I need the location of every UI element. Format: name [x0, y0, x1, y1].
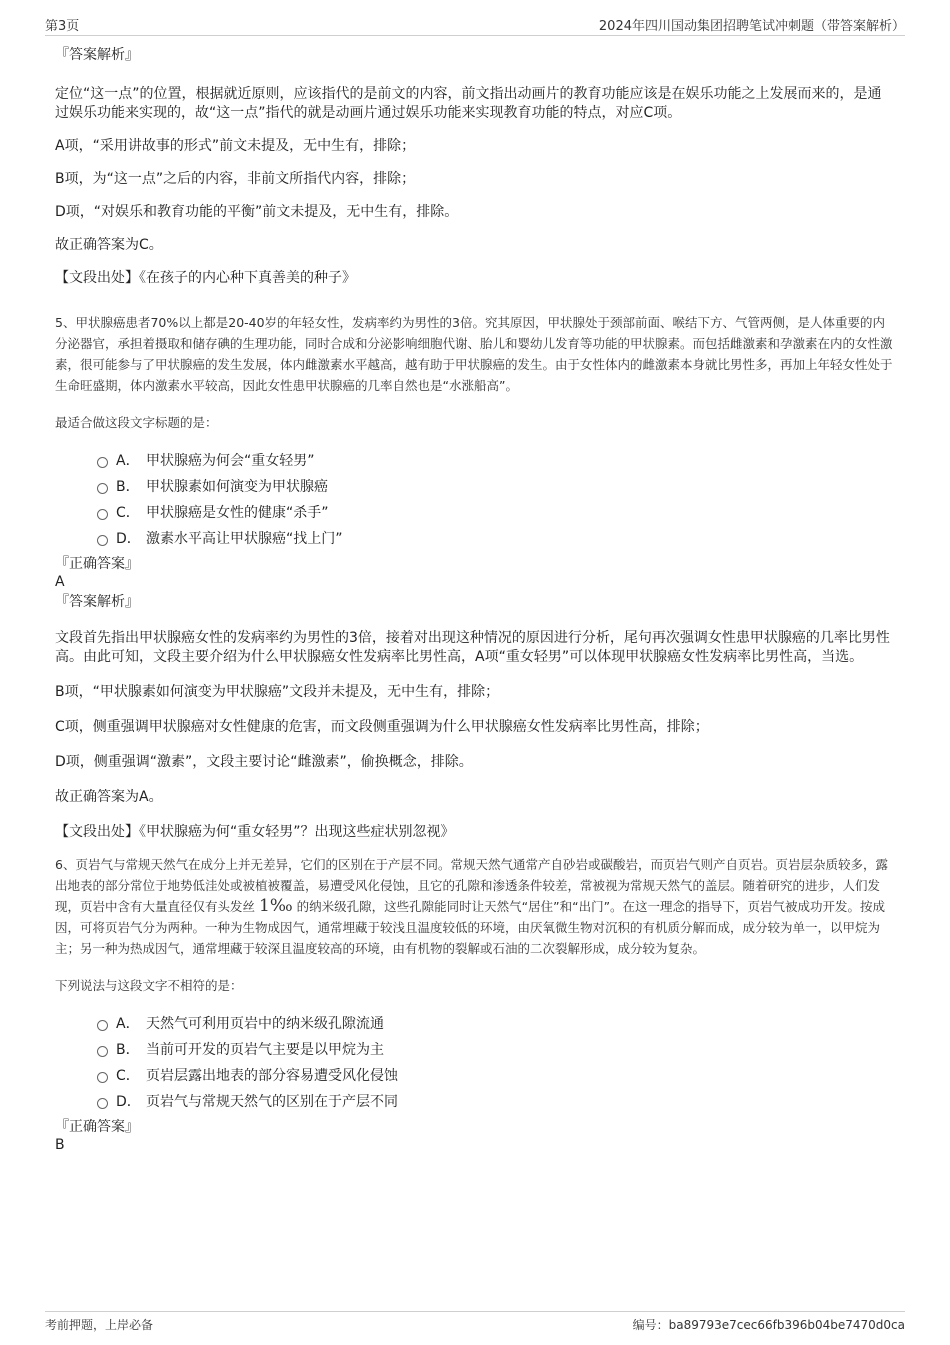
q5-analysis: 文段首先指出甲状腺癌女性的发病率约为男性的3倍，接着对出现这种情况的原因进行分析，尾句再次强调女性患甲状腺癌的几率比男性高。由此可知，文段主要介绍为什么甲状腺癌女性发病率比男性高，A项“重女轻男”可以体现甲状腺癌女性发病率比男性高，当选。 — [55, 630, 890, 665]
option-text: 甲状腺素如何演变为甲状腺癌 — [146, 479, 328, 495]
option-text: 当前可开发的页岩气主要是以甲烷为主 — [146, 1042, 384, 1058]
q5-answer-label: 『正确答案』 — [55, 556, 139, 572]
q6-answer: B — [55, 1137, 65, 1153]
option-letter: A． — [116, 453, 140, 469]
option-letter: D． — [116, 1094, 141, 1110]
q4-option-d-analysis: D项，“对娱乐和教育功能的平衡”前文未提及，无中生有，排除。 — [55, 204, 459, 220]
q6-passage-part2: 的纳米级孔隙，这些孔隙能同时让天然气“居住”和“出门”。在这一理念的指导下，页岩气被成功开发。按成因，可将页岩气分为两种。一种为生物成因气，通常埋藏于较浅且温度较低的环境，由厌氧微生物对沉积的有机质分解而成，成分较为单一，以甲烷为主；另一种为热成因气，通常埋藏于较深且温度较高的环境，由有机物的裂解或石油的二次裂解形成，成分较为复杂。 — [55, 899, 886, 956]
q5-conclusion: 故正确答案为A。 — [55, 789, 163, 805]
q5-source: 【文段出处】《甲状腺癌为何“重女轻男”？出现这些症状别忽视》 — [55, 824, 455, 840]
q5-option-c-analysis: C项，侧重强调甲状腺癌对女性健康的危害，而文段侧重强调为什么甲状腺癌女性发病率比男性高，排除； — [55, 719, 709, 735]
option-letter: A． — [116, 1016, 140, 1032]
option-text: 甲状腺癌是女性的健康“杀手” — [146, 505, 329, 521]
q6-option-d[interactable] — [97, 1088, 895, 1114]
q5-option-b[interactable] — [97, 473, 895, 499]
q6-option-a[interactable] — [97, 1010, 895, 1036]
q6-passage — [55, 854, 895, 959]
q6-answer-label: 『正确答案』 — [55, 1119, 139, 1135]
option-text: 页岩气与常规天然气的区别在于产层不同 — [146, 1094, 398, 1110]
q5-option-c[interactable] — [97, 499, 895, 525]
q5-analysis-label: 『答案解析』 — [55, 594, 139, 610]
page-footer — [45, 1311, 905, 1336]
option-text: 天然气可利用页岩中的纳米级孔隙流通 — [146, 1016, 384, 1032]
radio-icon[interactable] — [97, 457, 108, 468]
q5-passage: 5、甲状腺癌患者70%以上都是20-40岁的年轻女性，发病率约为男性的3倍。究其原因，甲状腺处于颈部前面、喉结下方、气管两侧，是人体重要的内分泌器官，承担着摄取和储存碘的生理功能，同时合成和分泌影响细胞代谢、胎儿和婴幼儿发育等功能的甲状腺素。而包括雌激素和孕激素在内的女性激素，很可能参与了甲状腺癌的发生发展，体内雌激素水平越高，越有助于甲状腺癌的发生。由于女性体内的雌激素本身就比男性多，再加上年轻女性处于生命旺盛期，体内激素水平较高，因此女性患甲状腺癌的几率自然也是“水涨船高”。 — [55, 315, 893, 393]
radio-icon[interactable] — [97, 483, 108, 494]
radio-icon[interactable] — [97, 1020, 108, 1031]
radio-icon[interactable] — [97, 509, 108, 520]
footer-slogan: 考前押题，上岸必备 — [45, 1318, 154, 1332]
page-header — [45, 13, 905, 36]
q5-option-d[interactable] — [97, 525, 895, 551]
page-number: 第3页 — [45, 19, 80, 34]
q4-option-b-analysis: B项，为“这一点”之后的内容，非前文所指代内容，排除； — [55, 171, 416, 187]
option-letter: D． — [116, 531, 141, 547]
q4-analysis: 定位“这一点”的位置，根据就近原则，应该指代的是前文的内容，前文指出动画片的教育功能应该是在娱乐功能之上发展而来的，是通过娱乐功能来实现的，故“这一点”指代的就是动画片通过娱乐功能来实现教育功能的特点，对应C项。 — [55, 86, 882, 121]
option-text: 激素水平高让甲状腺癌“找上门” — [146, 531, 343, 547]
option-text: 甲状腺癌为何会“重女轻男” — [146, 453, 315, 469]
q6-permil-symbol: 1‰ — [259, 896, 293, 916]
q5-option-d-analysis: D项，侧重强调“激素”，文段主要讨论“雌激素”，偷换概念，排除。 — [55, 754, 473, 770]
option-text: 页岩层露出地表的部分容易遭受风化侵蚀 — [146, 1068, 398, 1084]
q5-option-b-analysis: B项，“甲状腺素如何演变为甲状腺癌”文段并未提及，无中生有，排除； — [55, 684, 500, 700]
q5-answer: A — [55, 574, 65, 590]
q6-question: 下列说法与这段文字不相符的是： — [55, 978, 243, 993]
q4-option-a-analysis: A项，“采用讲故事的形式”前文未提及，无中生有，排除； — [55, 138, 416, 154]
q4-source: 【文段出处】《在孩子的内心种下真善美的种子》 — [55, 270, 356, 286]
option-letter: B． — [116, 1042, 140, 1058]
document-body — [55, 40, 895, 1154]
radio-icon[interactable] — [97, 1046, 108, 1057]
option-letter: C． — [116, 1068, 140, 1084]
q4-conclusion: 故正确答案为C。 — [55, 237, 163, 253]
document-title: 2024年四川国动集团招聘笔试冲刺题（带答案解析） — [598, 19, 905, 34]
q5-question: 最适合做这段文字标题的是： — [55, 415, 218, 430]
q6-passage-part1: 6、页岩气与常规天然气在成分上并无差异，它们的区别在于产层不同。常规天然气通常产自砂岩或碳酸岩，而页岩气则产自页岩。页岩层杂质较多，露出地表的部分常位于地势低洼处或被植被覆盖，易遭受风化侵蚀，且它的孔隙和渗透条件较差，常被视为常规天然气的盖层。随着研究的进步，人们发现，页岩中含有大量直径仅有头发丝 — [55, 857, 888, 914]
option-letter: B． — [116, 479, 140, 495]
q6-option-c[interactable] — [97, 1062, 895, 1088]
q5-option-a[interactable] — [97, 447, 895, 473]
q6-option-b[interactable] — [97, 1036, 895, 1062]
q5-options — [55, 447, 895, 551]
q6-options — [55, 1010, 895, 1114]
radio-icon[interactable] — [97, 1098, 108, 1109]
option-letter: C． — [116, 505, 140, 521]
radio-icon[interactable] — [97, 535, 108, 546]
q4-analysis-label: 『答案解析』 — [55, 47, 139, 63]
document-id: 编号：ba89793e7cec66fb396b04be7470d0ca — [632, 1318, 905, 1332]
radio-icon[interactable] — [97, 1072, 108, 1083]
